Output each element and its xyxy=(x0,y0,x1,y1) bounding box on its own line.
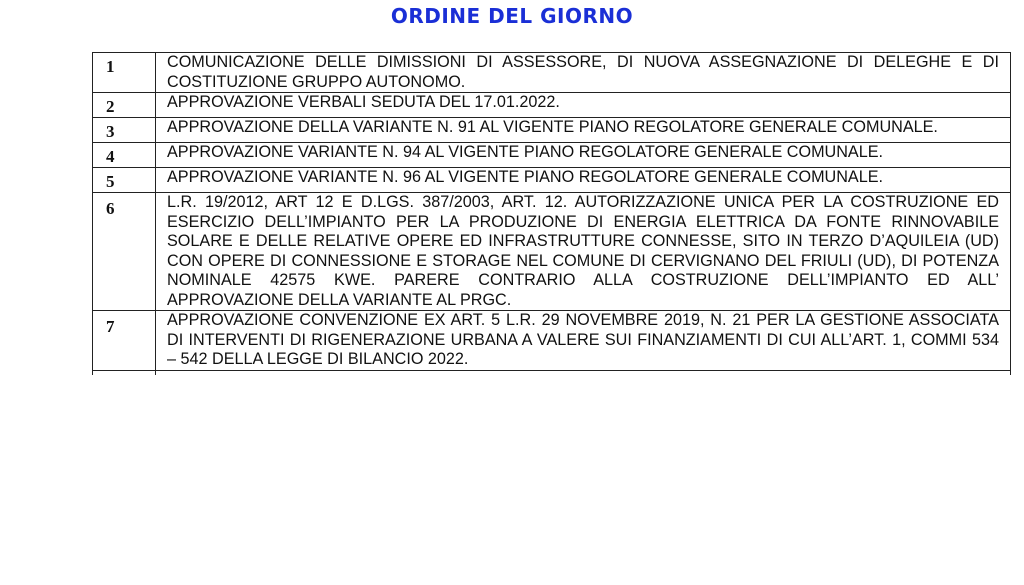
table-row xyxy=(93,311,1011,371)
item-number: 5 xyxy=(93,168,156,193)
table-row xyxy=(93,93,1011,118)
item-text: COMUNICAZIONE DELLE DIMISSIONI DI ASSESSORE, DI NUOVA ASSEGNAZIONE DI DELEGHE E DI COSTITUZIONE GRUPPO AUTONOMO. xyxy=(156,53,1011,93)
item-number: 2 xyxy=(93,93,156,118)
page-title: ORDINE DEL GIORNO xyxy=(390,4,634,28)
item-text: APPROVAZIONE VARIANTE N. 96 AL VIGENTE PIANO REGOLATORE GENERALE COMUNALE. xyxy=(156,168,1011,193)
item-number: 4 xyxy=(93,143,156,168)
item-text: APPROVAZIONE CONVENZIONE EX ART. 5 L.R. 29 NOVEMBRE 2019, N. 21 PER LA GESTIONE ASSOCIATA DI INTERVENTI DI RIGENERAZIONE URBANA A VALERE SUI FINANZIAMENTI DI CUI ALL’ART. 1, COMMI 534 – 542 DELLA LEGGE DI BILANCIO 2022. xyxy=(156,311,1011,371)
table-row-cut-off xyxy=(93,370,1011,375)
item-text: APPROVAZIONE DELLA VARIANTE N. 91 AL VIGENTE PIANO REGOLATORE GENERALE COMUNALE. xyxy=(156,118,1011,143)
item-text: APPROVAZIONE VERBALI SEDUTA DEL 17.01.2022. xyxy=(156,93,1011,118)
table-row xyxy=(93,143,1011,168)
empty-cell xyxy=(156,370,1011,375)
item-number: 1 xyxy=(93,53,156,93)
item-number: 3 xyxy=(93,118,156,143)
empty-cell xyxy=(93,370,156,375)
item-text: APPROVAZIONE VARIANTE N. 94 AL VIGENTE PIANO REGOLATORE GENERALE COMUNALE. xyxy=(156,143,1011,168)
table-row xyxy=(93,53,1011,93)
agenda-table xyxy=(92,52,1011,375)
item-text: L.R. 19/2012, ART 12 E D.LGS. 387/2003, ART. 12. AUTORIZZAZIONE UNICA PER LA COSTRUZIONE ED ESERCIZIO DELL’IMPIANTO PER LA PRODUZIONE DI ENERGIA ELETTRICA DA FONTE RINNOVABILE SOLARE E DELLE RELATIVE OPERE ED INFRASTRUTTURE CONNESSE, SITO IN TERZO D’AQUILEIA (UD) CON OPERE DI CONNESSIONE E STORAGE NEL COMUNE DI CERVIGNANO DEL FRIULI (UD), DI POTENZA NOMINALE 42575 KWE. PARERE CONTRARIO ALLA COSTRUZIONE DELL’IMPIANTO ED ALL’ APPROVAZIONE DELLA VARIANTE AL PRGC. xyxy=(156,193,1011,311)
item-number: 7 xyxy=(93,311,156,371)
table-row xyxy=(93,193,1011,311)
table-row xyxy=(93,118,1011,143)
table-row xyxy=(93,168,1011,193)
item-number: 6 xyxy=(93,193,156,311)
